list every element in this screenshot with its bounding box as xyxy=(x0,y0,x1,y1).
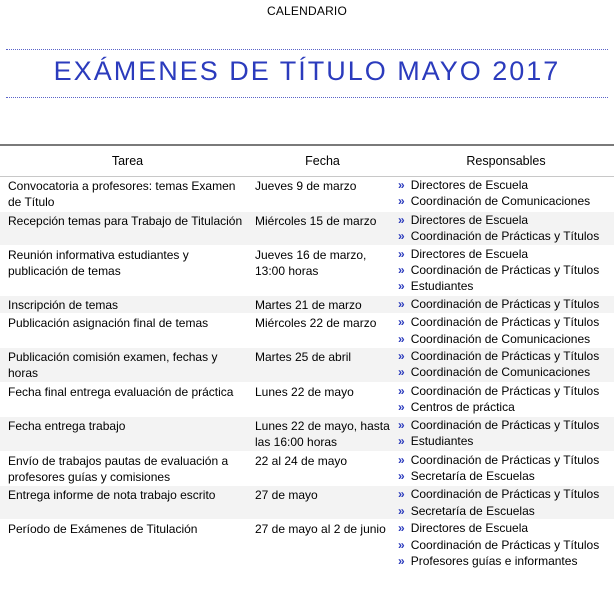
cell-responsables xyxy=(390,246,614,295)
responsable-item xyxy=(398,246,614,262)
responsable-label: Estudiantes xyxy=(410,279,474,294)
table-row xyxy=(0,383,614,417)
cell-tarea: Envío de trabajos pautas de evaluación a profesores guías y comisiones xyxy=(8,453,229,484)
responsable-label: Centros de práctica xyxy=(410,400,515,415)
column-header-fecha: Fecha xyxy=(305,154,340,168)
responsable-label: Coordinación de Prácticas y Títulos xyxy=(410,383,600,398)
cell-tarea: Período de Exámenes de Titulación xyxy=(8,522,198,537)
double-chevron-icon: » xyxy=(398,194,405,209)
double-chevron-icon: » xyxy=(398,553,405,568)
cell-fecha: Jueves 9 de marzo xyxy=(255,179,357,193)
double-chevron-icon: » xyxy=(398,349,405,364)
double-chevron-icon: » xyxy=(398,279,405,294)
responsable-label: Coordinación de Comunicaciones xyxy=(410,365,591,380)
responsable-item xyxy=(398,212,614,228)
responsable-label: Coordinación de Prácticas y Títulos xyxy=(410,296,600,311)
responsable-label: Coordinación de Prácticas y Títulos xyxy=(410,417,600,432)
table-row xyxy=(0,417,614,452)
cell-tarea: Recepción temas para Trabajo de Titulación xyxy=(8,213,243,228)
double-chevron-icon: » xyxy=(398,400,405,415)
cell-fecha: 22 al 24 de mayo xyxy=(255,453,348,468)
table-row xyxy=(0,246,614,296)
responsable-label: Coordinación de Prácticas y Títulos xyxy=(410,349,600,364)
double-chevron-icon: » xyxy=(398,452,405,467)
cell-fecha: Jueves 16 de marzo, 13:00 horas xyxy=(255,247,367,279)
responsable-item xyxy=(398,278,614,294)
double-chevron-icon: » xyxy=(398,487,405,502)
cell-fecha: 27 de mayo xyxy=(255,488,318,503)
table-header xyxy=(0,146,614,177)
responsable-item xyxy=(398,452,614,468)
responsable-label: Directores de Escuela xyxy=(410,521,529,536)
responsable-label: Coordinación de Comunicaciones xyxy=(410,194,591,209)
double-chevron-icon: » xyxy=(398,315,405,330)
responsable-item xyxy=(398,399,614,415)
document-title: EXÁMENES DE TÍTULO MAYO 2017 xyxy=(53,56,561,86)
cell-fecha: Lunes 22 de mayo xyxy=(255,384,354,399)
double-chevron-icon: » xyxy=(398,296,405,311)
column-header-tarea: Tarea xyxy=(111,154,144,168)
responsable-label: Directores de Escuela xyxy=(410,212,529,227)
responsable-item xyxy=(398,503,614,519)
table-row xyxy=(0,452,614,487)
responsable-item xyxy=(398,177,614,193)
responsable-item xyxy=(398,296,614,312)
cell-tarea: Publicación comisión examen, fechas y horas xyxy=(8,350,218,381)
schedule-table xyxy=(0,144,614,570)
responsable-label: Secretaría de Escuelas xyxy=(410,503,535,518)
responsable-item xyxy=(398,486,614,502)
title-rule-top xyxy=(6,49,608,50)
responsable-item xyxy=(398,433,614,449)
cell-tarea: Reunión informativa estudiantes y publicación de temas xyxy=(8,247,189,279)
responsable-item xyxy=(398,228,614,244)
cell-responsables xyxy=(390,296,614,313)
responsable-label: Coordinación de Prácticas y Títulos xyxy=(410,537,600,552)
cell-fecha: Martes 25 de abril xyxy=(255,350,352,365)
double-chevron-icon: » xyxy=(398,537,405,552)
cell-tarea: Inscripción de temas xyxy=(8,297,119,312)
responsable-item xyxy=(398,364,614,380)
responsable-label: Coordinación de Comunicaciones xyxy=(410,331,591,346)
title-rule-bottom xyxy=(6,97,608,98)
responsable-item xyxy=(398,331,614,347)
responsable-item xyxy=(398,193,614,209)
double-chevron-icon: » xyxy=(398,434,405,449)
table-row xyxy=(0,348,614,383)
responsable-item xyxy=(398,537,614,553)
document-kicker: CALENDARIO xyxy=(266,4,348,18)
responsable-item xyxy=(398,314,614,330)
cell-responsables xyxy=(390,452,614,486)
double-chevron-icon: » xyxy=(398,417,405,432)
responsable-label: Directores de Escuela xyxy=(410,178,529,192)
cell-responsables xyxy=(390,348,614,382)
double-chevron-icon: » xyxy=(398,331,405,346)
double-chevron-icon: » xyxy=(398,383,405,398)
double-chevron-icon: » xyxy=(398,178,405,192)
cell-responsables xyxy=(390,383,614,416)
double-chevron-icon: » xyxy=(398,246,405,261)
double-chevron-icon: » xyxy=(398,229,405,244)
cell-tarea: Fecha final entrega evaluación de práctica xyxy=(8,384,234,399)
double-chevron-icon: » xyxy=(398,212,405,227)
double-chevron-icon: » xyxy=(398,365,405,380)
cell-fecha: Martes 21 de marzo xyxy=(255,297,362,312)
table-row xyxy=(0,314,614,348)
cell-responsables xyxy=(390,177,614,211)
cell-tarea: Fecha entrega trabajo xyxy=(8,418,126,433)
responsable-item xyxy=(398,520,614,536)
double-chevron-icon: » xyxy=(398,503,405,518)
column-header-responsables: Responsables xyxy=(466,154,546,168)
double-chevron-icon: » xyxy=(398,468,405,483)
table-row xyxy=(0,177,614,212)
double-chevron-icon: » xyxy=(398,521,405,536)
responsable-item xyxy=(398,553,614,569)
cell-responsables xyxy=(390,520,614,569)
responsable-item xyxy=(398,417,614,433)
responsable-item xyxy=(398,348,614,364)
responsable-label: Coordinación de Prácticas y Títulos xyxy=(410,263,600,278)
cell-fecha: Lunes 22 de mayo, hasta las 16:00 horas xyxy=(255,418,390,450)
table-row xyxy=(0,212,614,246)
double-chevron-icon: » xyxy=(398,263,405,278)
responsable-label: Estudiantes xyxy=(410,434,474,449)
table-row xyxy=(0,296,614,314)
responsable-label: Coordinación de Prácticas y Títulos xyxy=(410,315,600,330)
cell-responsables xyxy=(390,486,614,519)
responsable-label: Directores de Escuela xyxy=(410,246,529,261)
cell-fecha: Miércoles 22 de marzo xyxy=(255,316,377,331)
responsable-item xyxy=(398,262,614,278)
responsable-label: Coordinación de Prácticas y Títulos xyxy=(410,487,600,502)
table-body xyxy=(0,177,614,570)
responsable-label: Profesores guías e informantes xyxy=(410,553,578,568)
cell-tarea: Entrega informe de nota trabajo escrito xyxy=(8,488,216,503)
cell-tarea: Publicación asignación final de temas xyxy=(8,316,209,331)
cell-responsables xyxy=(390,417,614,451)
table-row xyxy=(0,520,614,570)
cell-responsables xyxy=(390,212,614,245)
table-row xyxy=(0,486,614,520)
cell-responsables xyxy=(390,314,614,347)
cell-tarea: Convocatoria a profesores: temas Examen de Título xyxy=(8,179,236,210)
responsable-label: Coordinación de Prácticas y Títulos xyxy=(410,229,600,244)
responsable-item xyxy=(398,383,614,399)
responsable-item xyxy=(398,468,614,484)
cell-fecha: 27 de mayo al 2 de junio xyxy=(255,522,386,537)
responsable-label: Secretaría de Escuelas xyxy=(410,468,535,483)
cell-fecha: Miércoles 15 de marzo xyxy=(255,213,377,228)
responsable-label: Coordinación de Prácticas y Títulos xyxy=(410,452,600,467)
